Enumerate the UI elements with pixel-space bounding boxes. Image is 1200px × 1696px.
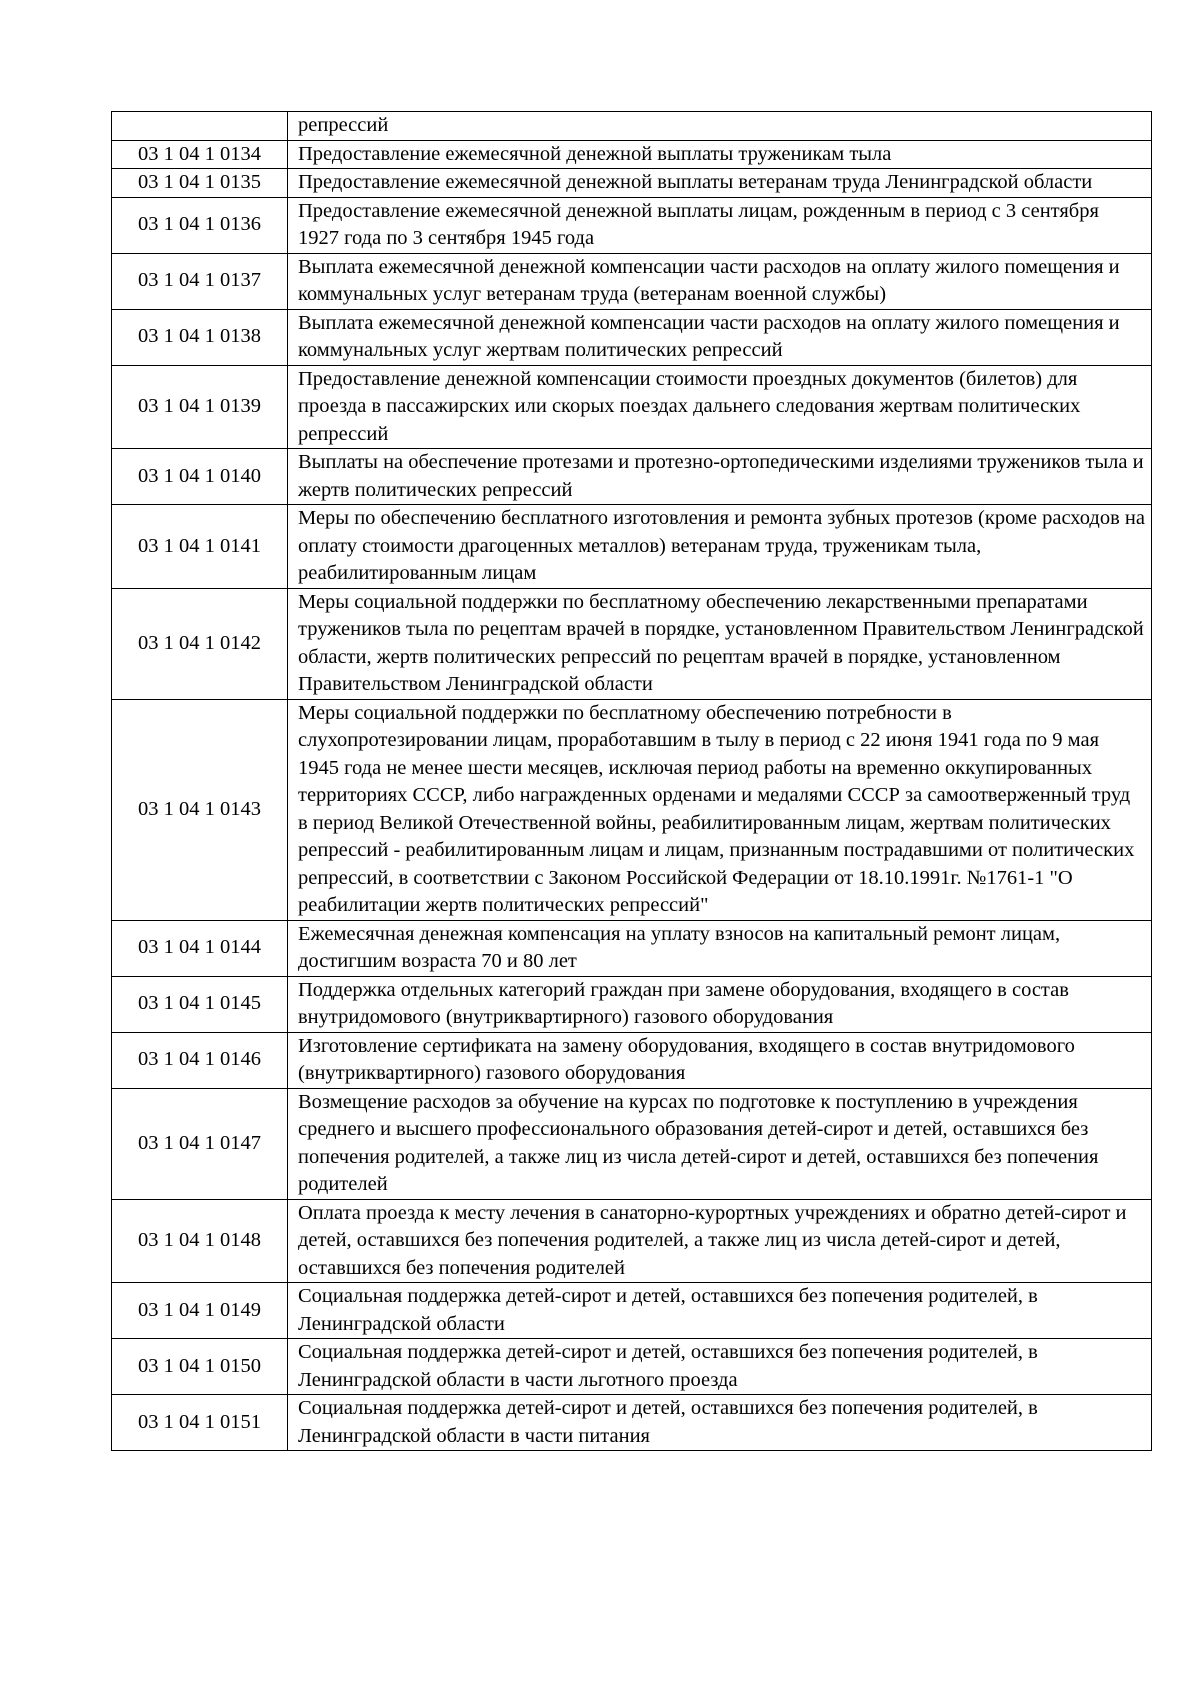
row-description: Меры социальной поддержки по бесплатному обеспечению потребности в слухопротезировании лицам, проработавшим в тылу в период с 22 июня 1941 года по 9 мая 1945 года не менее шести месяцев, исключая период работы на временно оккупированных территориях СССР, либо награжденных орденами и медалями СССР за самоотверженный труд в период Великой Отечественной войны, реабилитированным лицам, жертвам политических репрессий - реабилитированным лицам и лицам, признанным пострадавшими от политических репрессий, в соответствии с Законом Российской Федерации от 18.10.1991г. №1761-1 "О реабилитации жертв политических репрессий": [288, 699, 1152, 920]
table-row: [112, 1339, 1152, 1395]
row-description: Социальная поддержка детей-сирот и детей, оставшихся без попечения родителей, в Ленинградской области в части льготного проезда: [288, 1339, 1152, 1395]
table-row: [112, 449, 1152, 505]
table-row: [112, 253, 1152, 309]
table-row: [112, 140, 1152, 169]
row-code: 03 1 04 1 0139: [112, 365, 288, 449]
table-row: [112, 976, 1152, 1032]
table-row: [112, 309, 1152, 365]
table-row: [112, 505, 1152, 589]
row-code: 03 1 04 1 0144: [112, 920, 288, 976]
row-description: Предоставление ежемесячной денежной выплаты лицам, рожденным в период с 3 сентября 1927 года по 3 сентября 1945 года: [288, 197, 1152, 253]
table-body: [112, 112, 1152, 1451]
row-description: Предоставление денежной компенсации стоимости проездных документов (билетов) для проезда в пассажирских или скорых поездах дальнего следования жертвам политических репрессий: [288, 365, 1152, 449]
row-description: Предоставление ежемесячной денежной выплаты труженикам тыла: [288, 140, 1152, 169]
row-description: Изготовление сертификата на замену оборудования, входящего в состав внутридомового (внутриквартирного) газового оборудования: [288, 1032, 1152, 1088]
row-code: 03 1 04 1 0135: [112, 169, 288, 198]
row-description: Выплата ежемесячной денежной компенсации части расходов на оплату жилого помещения и коммунальных услуг ветеранам труда (ветеранам военной службы): [288, 253, 1152, 309]
row-description: Выплаты на обеспечение протезами и протезно-ортопедическими изделиями тружеников тыла и жертв политических репрессий: [288, 449, 1152, 505]
row-code: 03 1 04 1 0136: [112, 197, 288, 253]
row-code: 03 1 04 1 0140: [112, 449, 288, 505]
table-row: [112, 588, 1152, 699]
row-code: [112, 112, 288, 141]
row-code: 03 1 04 1 0148: [112, 1199, 288, 1283]
table-row: [112, 1088, 1152, 1199]
row-code: 03 1 04 1 0151: [112, 1395, 288, 1451]
table-row: [112, 112, 1152, 141]
row-code: 03 1 04 1 0134: [112, 140, 288, 169]
row-description: Меры социальной поддержки по бесплатному обеспечению лекарственными препаратами тружеников тыла по рецептам врачей в порядке, установленном Правительством Ленинградской области, жертв политических репрессий по рецептам врачей в порядке, установленном Правительством Ленинградской области: [288, 588, 1152, 699]
row-code: 03 1 04 1 0145: [112, 976, 288, 1032]
row-code: 03 1 04 1 0147: [112, 1088, 288, 1199]
row-code: 03 1 04 1 0137: [112, 253, 288, 309]
table-row: [112, 1199, 1152, 1283]
row-code: 03 1 04 1 0149: [112, 1283, 288, 1339]
row-description: Выплата ежемесячной денежной компенсации части расходов на оплату жилого помещения и коммунальных услуг жертвам политических репрессий: [288, 309, 1152, 365]
row-description: Меры по обеспечению бесплатного изготовления и ремонта зубных протезов (кроме расходов на оплату стоимости драгоценных металлов) ветеранам труда, труженикам тыла, реабилитированным лицам: [288, 505, 1152, 589]
table-row: [112, 197, 1152, 253]
table-row: [112, 920, 1152, 976]
table-row: [112, 1283, 1152, 1339]
row-description: Предоставление ежемесячной денежной выплаты ветеранам труда Ленинградской области: [288, 169, 1152, 198]
table-row: [112, 365, 1152, 449]
table-row: [112, 1032, 1152, 1088]
row-description: Социальная поддержка детей-сирот и детей, оставшихся без попечения родителей, в Ленинградской области в части питания: [288, 1395, 1152, 1451]
row-description: Возмещение расходов за обучение на курсах по подготовке к поступлению в учреждения среднего и высшего профессионального образования детей-сирот и детей, оставшихся без попечения родителей, а также лиц из числа детей-сирот и детей, оставшихся без попечения родителей: [288, 1088, 1152, 1199]
row-code: 03 1 04 1 0138: [112, 309, 288, 365]
row-description: Поддержка отдельных категорий граждан при замене оборудования, входящего в состав внутридомового (внутриквартирного) газового оборудования: [288, 976, 1152, 1032]
row-description: репрессий: [288, 112, 1152, 141]
row-code: 03 1 04 1 0141: [112, 505, 288, 589]
row-code: 03 1 04 1 0143: [112, 699, 288, 920]
row-description: Социальная поддержка детей-сирот и детей, оставшихся без попечения родителей, в Ленинградской области: [288, 1283, 1152, 1339]
row-code: 03 1 04 1 0142: [112, 588, 288, 699]
table-row: [112, 169, 1152, 198]
row-description: Оплата проезда к месту лечения в санаторно-курортных учреждениях и обратно детей-сирот и детей, оставшихся без попечения родителей, а также лиц из числа детей-сирот и детей, оставшихся без попечения родителей: [288, 1199, 1152, 1283]
row-code: 03 1 04 1 0146: [112, 1032, 288, 1088]
row-description: Ежемесячная денежная компенсация на уплату взносов на капитальный ремонт лицам, достигшим возраста 70 и 80 лет: [288, 920, 1152, 976]
budget-classification-table: [111, 111, 1152, 1451]
table-row: [112, 699, 1152, 920]
table-row: [112, 1395, 1152, 1451]
row-code: 03 1 04 1 0150: [112, 1339, 288, 1395]
